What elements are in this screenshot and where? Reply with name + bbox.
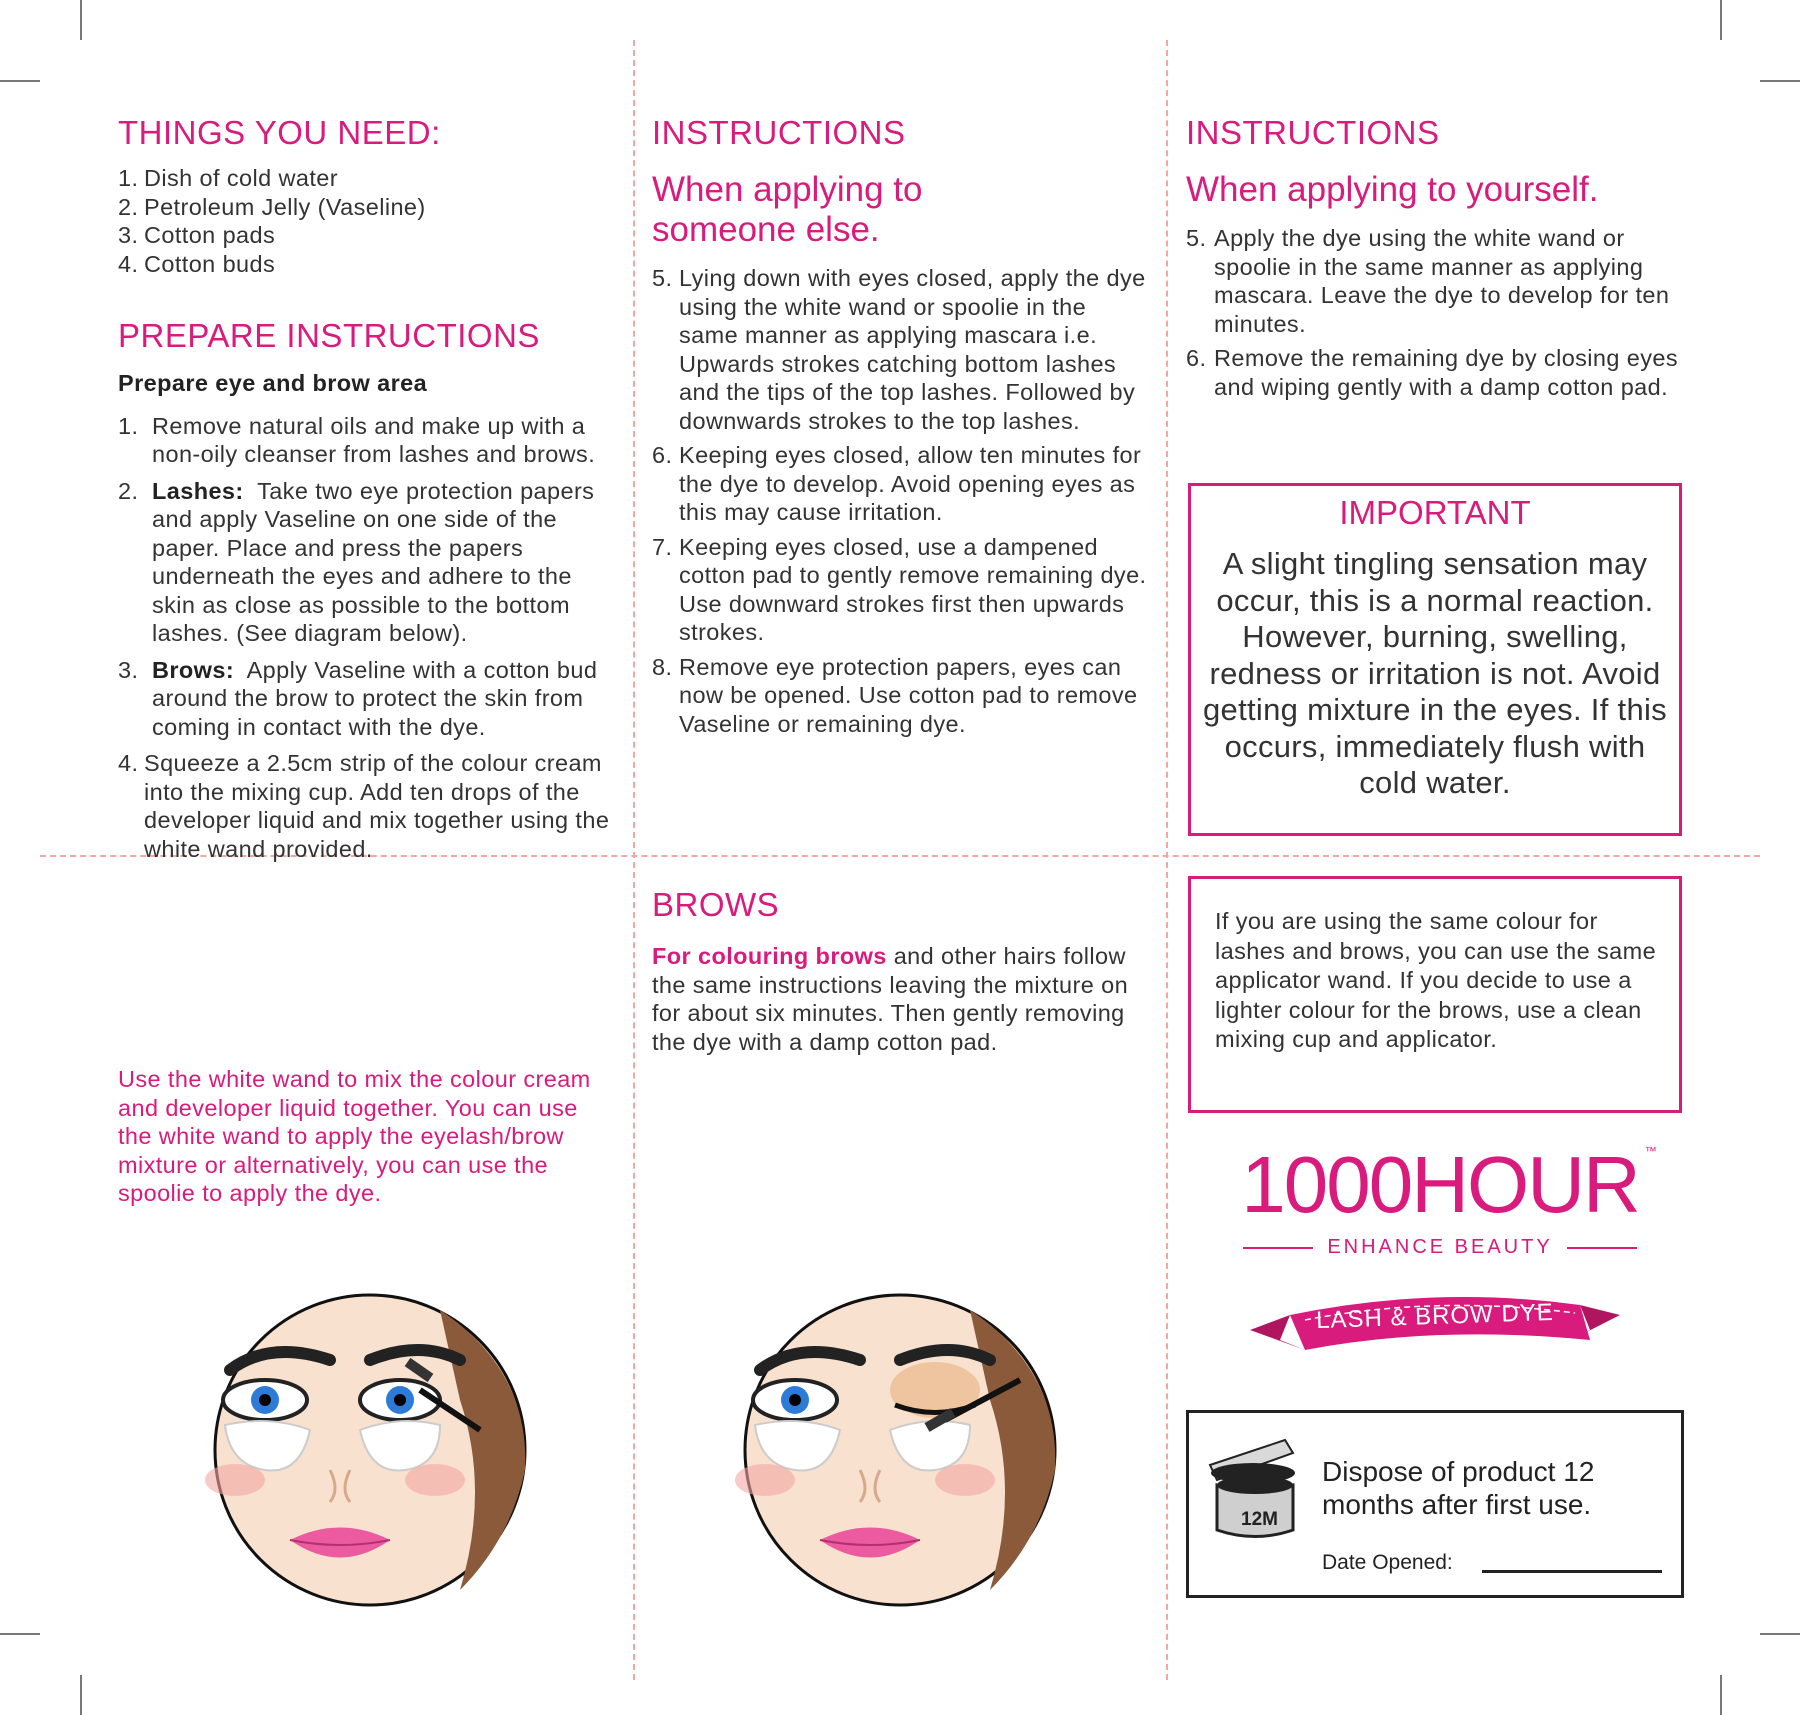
prepare-steps xyxy=(118,412,618,864)
list-item: 6. Remove the remaining dye by closing eyes and wiping gently with a damp cotton pad. xyxy=(1186,345,1679,400)
dispose-text: Dispose of product 12 months after first use. xyxy=(1322,1456,1595,1520)
instructions-others-section xyxy=(652,114,1152,744)
crop-mark xyxy=(0,80,40,82)
list-item: 2. Lashes: Take two eye protection papers and apply Vaseline on one side of the paper. Place and press the papers underneath the eyes and adhere to the skin as close as possible to the bottom lashes. (See diagram below). xyxy=(118,477,595,646)
brows-text: For colouring brows and other hairs follow the same instructions leaving the mixture on for about six minutes. Then gently removing the dye with a damp cotton pad. xyxy=(652,943,1129,1055)
list-item: 7. Keeping eyes closed, use a dampened cotton pad to gently remove remaining dye. Use downward strokes first then upwards strokes. xyxy=(652,533,1147,645)
things-list xyxy=(118,164,618,278)
instructions-others-steps xyxy=(652,264,1152,738)
ribbon-text: LASH & BROW DYE xyxy=(1315,1298,1555,1335)
important-box xyxy=(1188,483,1682,836)
same-colour-text: If you are using the same colour for lashes and brows, you can use the same applicator wand. If you decide to use a lighter colour for the brows, use a clean mixing cup and applicator. xyxy=(1215,908,1657,1052)
logo-text: 1000HOUR xyxy=(1241,1140,1639,1229)
brows-heading: BROWS xyxy=(652,886,780,923)
crop-mark xyxy=(1760,80,1800,82)
list-item: 6. Keeping eyes closed, allow ten minutes for the dye to develop. Avoid opening eyes as this may cause irritation. xyxy=(652,442,1142,525)
fold-line-vertical xyxy=(1166,40,1168,1680)
prepare-subheading: Prepare eye and brow area xyxy=(118,370,428,396)
subheading-line: When applying to xyxy=(652,170,923,209)
things-section xyxy=(118,114,618,278)
crop-mark xyxy=(1720,0,1722,40)
instructions-subheading: When applying to yourself. xyxy=(1186,170,1599,209)
instructions-self-steps xyxy=(1186,224,1686,401)
list-item: 1. Dish of cold water xyxy=(118,165,338,191)
list-item: 2. Petroleum Jelly (Vaseline) xyxy=(118,193,426,220)
trademark: ™ xyxy=(1644,1144,1657,1158)
list-item: 8. Remove eye protection papers, eyes can now be opened. Use cotton pad to remove Vaseline or remaining dye. xyxy=(652,653,1138,737)
list-item: 5. Apply the dye using the white wand or spoolie in the same manner as applying mascara. Leave the dye to develop for ten minutes. xyxy=(1186,225,1670,337)
instructions-subheading xyxy=(652,170,1152,250)
brand-logo xyxy=(1210,1140,1670,1259)
important-title: IMPORTANT xyxy=(1339,494,1531,531)
tagline-rule xyxy=(1243,1247,1313,1249)
list-item: 3. Brows: Apply Vaseline with a cotton bud around the brow to protect the skin from coming in contact with the dye. xyxy=(118,656,598,740)
face-illustration-eye-pads xyxy=(190,1290,550,1610)
tagline: ENHANCE BEAUTY xyxy=(1327,1236,1553,1258)
subheading-line: someone else. xyxy=(652,210,880,249)
instructions-heading: INSTRUCTIONS xyxy=(652,114,906,151)
crop-mark xyxy=(80,1675,82,1715)
crop-mark xyxy=(1760,1633,1800,1635)
list-item: 4. Cotton buds xyxy=(118,250,276,277)
list-item: 1. Remove natural oils and make up with a non-oily cleanser from lashes and brows. xyxy=(118,412,596,467)
prepare-section xyxy=(118,317,618,871)
instructions-heading: INSTRUCTIONS xyxy=(1186,114,1440,151)
list-item: 4. Squeeze a 2.5cm strip of the colour cream into the mixing cup. Add ten drops of the developer liquid and mix together using the white wand provided. xyxy=(118,750,610,862)
prepare-heading: PREPARE INSTRUCTIONS xyxy=(118,317,540,354)
face-illustration-self-apply xyxy=(720,1290,1080,1610)
crop-mark xyxy=(80,0,82,40)
date-opened-label: Date Opened: xyxy=(1322,1551,1453,1574)
jar-label: 12M xyxy=(1241,1509,1278,1530)
crop-mark xyxy=(1720,1675,1722,1715)
brows-section xyxy=(652,886,1152,1056)
date-opened-line[interactable] xyxy=(1482,1570,1662,1573)
list-item: 5. Lying down with eyes closed, apply the dye using the white wand or spoolie in the same manner as applying mascara i.e. Upwards strokes catching bottom lashes and the tips of the top lashes. Followed by downwards strokes to the top lashes. xyxy=(652,265,1146,434)
tagline-rule xyxy=(1567,1247,1637,1249)
same-colour-box xyxy=(1188,876,1682,1113)
tagline-row xyxy=(1210,1236,1670,1259)
list-item: 3. Cotton pads xyxy=(118,222,276,248)
brows-lead: For colouring brows xyxy=(652,943,887,969)
instructions-self-section xyxy=(1186,114,1686,409)
important-text: A slight tingling sensation may occur, this is a normal reaction. However, burning, swelling, redness or irritation is not. Avoid getting mixture in the eyes. If this occurs, immediately flush with cold water. xyxy=(1203,546,1667,800)
crop-mark xyxy=(0,1633,40,1635)
wand-note: Use the white wand to mix the colour cream and developer liquid together. You can use the white wand to apply the eyelash/brow mixture or alternatively, you can use the spoolie to apply the dye. xyxy=(118,1066,591,1206)
fold-line-vertical xyxy=(633,40,635,1680)
things-heading: THINGS YOU NEED: xyxy=(118,114,441,151)
dispose-box xyxy=(1186,1410,1684,1598)
